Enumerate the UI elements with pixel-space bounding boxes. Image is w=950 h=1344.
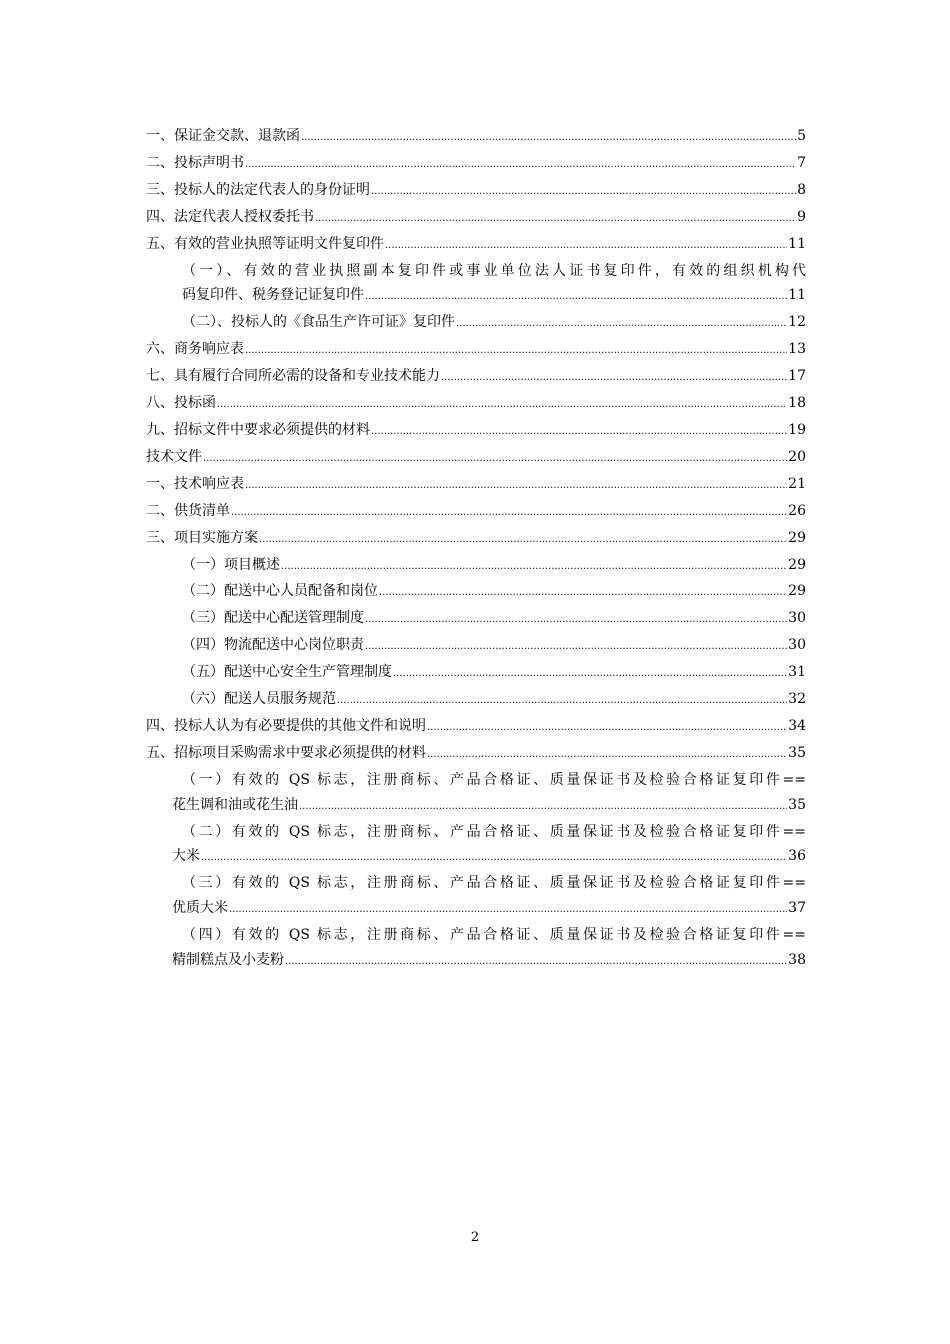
toc-entry[interactable] — [146, 923, 806, 975]
toc-entry-title: 四、投标人认为有必要提供的其他文件和说明 — [146, 717, 426, 734]
toc-page-number: 13 — [788, 341, 806, 358]
toc-leader-dots — [315, 205, 796, 232]
toc-entry-title: （五）配送中心安全生产管理制度 — [182, 664, 392, 681]
toc-page-number: 35 — [788, 796, 806, 813]
toc-entry-title-line1: （三）有效的 QS 标志，注册商标、产品合格证、质量保证书及检验合格证复印件== — [182, 875, 806, 892]
toc-entry[interactable] — [146, 606, 806, 633]
toc-leader-dots — [245, 151, 796, 178]
toc-leader-dots — [365, 633, 787, 660]
toc-page-number: 29 — [788, 556, 806, 573]
toc-entry-title: 三、项目实施方案 — [146, 529, 258, 546]
toc-entry-title: 优质大米 — [172, 900, 228, 917]
toc-entry[interactable] — [146, 124, 806, 151]
toc-entry[interactable] — [146, 337, 806, 364]
page-number-footer: 2 — [470, 1230, 480, 1245]
toc-leader-dots — [231, 499, 787, 526]
toc-entry[interactable] — [146, 445, 806, 472]
toc-leader-dots — [371, 418, 787, 445]
toc-entry[interactable] — [146, 714, 806, 741]
toc-leader-dots — [393, 660, 787, 687]
toc-entry[interactable] — [146, 205, 806, 232]
toc-page-number: 5 — [797, 128, 806, 144]
toc-page-number: 11 — [788, 287, 806, 304]
toc-leader-dots — [285, 948, 787, 975]
toc-leader-dots — [456, 310, 787, 337]
toc-entry-title: 七、具有履行合同所必需的设备和专业技术能力 — [146, 368, 440, 385]
toc-entry-title: （四）物流配送中心岗位职责 — [182, 637, 364, 654]
toc-page-number: 32 — [788, 691, 806, 708]
toc-entry-title-line1: （四）有效的 QS 标志，注册商标、产品合格证、质量保证书及检验合格证复印件== — [182, 927, 806, 944]
toc-entry[interactable] — [146, 259, 806, 311]
toc-leader-dots — [201, 844, 787, 871]
toc-entry[interactable] — [146, 472, 806, 499]
toc-entry-title: （二）配送中心人员配备和岗位 — [182, 583, 378, 600]
toc-entry-title: （六）配送人员服务规范 — [182, 691, 336, 708]
toc-leader-dots — [217, 391, 787, 418]
toc-leader-dots — [337, 687, 787, 714]
toc-leader-dots — [427, 714, 787, 741]
toc-leader-dots — [371, 178, 796, 205]
toc-leader-dots — [245, 472, 787, 499]
toc-entry-title: 五、招标项目采购需求中要求必须提供的材料 — [146, 744, 426, 761]
toc-page-number: 9 — [797, 208, 806, 225]
toc-entry[interactable] — [146, 579, 806, 606]
toc-entry-title: 九、招标文件中要求必须提供的材料 — [146, 421, 370, 438]
toc-entry[interactable] — [146, 660, 806, 687]
toc-leader-dots — [259, 526, 787, 553]
toc-leader-dots — [385, 232, 787, 259]
toc-entry[interactable] — [146, 391, 806, 418]
toc-page-number: 8 — [797, 181, 806, 198]
toc-entry[interactable] — [146, 820, 806, 872]
toc-entry[interactable] — [146, 553, 806, 580]
toc-entry-title: 五、有效的营业执照等证明文件复印件 — [146, 235, 384, 252]
toc-entry[interactable] — [146, 418, 806, 445]
toc-page-number: 11 — [788, 235, 806, 252]
toc-entry-title: 大米 — [172, 848, 200, 865]
toc-leader-dots — [441, 364, 787, 391]
toc-entry[interactable] — [146, 151, 806, 178]
toc-entry-title: 二、投标声明书 — [146, 154, 244, 171]
toc-leader-dots — [379, 579, 787, 606]
toc-page-number: 30 — [788, 637, 806, 654]
toc-entry[interactable] — [146, 687, 806, 714]
toc-page-number: 37 — [788, 900, 806, 917]
toc-leader-dots — [301, 124, 796, 151]
toc-page-number: 34 — [788, 717, 806, 734]
toc-entry[interactable] — [146, 741, 806, 768]
toc-entry-title: 四、法定代表人授权委托书 — [146, 208, 314, 225]
toc-entry[interactable] — [146, 633, 806, 660]
toc-entry-title: 一、保证金交款、退款函 — [146, 128, 300, 144]
toc-page-number: 26 — [788, 502, 806, 519]
toc-entry-title-line1: （二）有效的 QS 标志，注册商标、产品合格证、质量保证书及检验合格证复印件== — [182, 823, 806, 840]
toc-entry-title: 码复印件、税务登记证复印件 — [182, 287, 364, 304]
toc-leader-dots — [365, 283, 787, 310]
toc-page-number: 12 — [788, 314, 806, 331]
toc-entry[interactable] — [146, 871, 806, 923]
toc-entry-title: 八、投标函 — [146, 395, 216, 412]
toc-page-number: 21 — [788, 475, 806, 492]
toc-leader-dots — [299, 793, 787, 820]
toc-entry[interactable] — [146, 768, 806, 820]
toc-entry-title: （三）配送中心配送管理制度 — [182, 610, 364, 627]
toc-entry[interactable] — [146, 310, 806, 337]
toc-page-number: 20 — [788, 448, 806, 465]
toc-entry-title: （一）项目概述 — [182, 556, 280, 573]
toc-page-number: 29 — [788, 583, 806, 600]
toc-leader-dots — [229, 896, 787, 923]
toc-page-number: 29 — [788, 529, 806, 546]
toc-page-number: 17 — [788, 368, 806, 385]
toc-entry-title: 一、技术响应表 — [146, 475, 244, 492]
toc-leader-dots — [427, 741, 787, 768]
toc-entry[interactable] — [146, 526, 806, 553]
toc-page-number: 38 — [788, 952, 806, 969]
toc-leader-dots — [245, 337, 787, 364]
toc-entry-title: （二）、投标人的《食品生产许可证》复印件 — [182, 314, 455, 331]
toc-page-number: 19 — [788, 421, 806, 438]
toc-leader-dots — [281, 553, 787, 580]
toc-entry-title-line1: （一）、有效的营业执照副本复印件或事业单位法人证书复印件，有效的组织机构代 — [182, 262, 806, 279]
toc-entry-title: 花生调和油或花生油 — [172, 796, 298, 813]
toc-entry[interactable] — [146, 232, 806, 259]
toc-page-number: 35 — [788, 744, 806, 761]
toc-entry[interactable] — [146, 178, 806, 205]
table-of-contents — [146, 124, 806, 975]
toc-entry-title: 二、供货清单 — [146, 502, 230, 519]
toc-page-number: 18 — [788, 395, 806, 412]
toc-page-number: 31 — [788, 664, 806, 681]
toc-entry-title-line1: （一）有效的 QS 标志，注册商标、产品合格证、质量保证书及检验合格证复印件== — [182, 771, 806, 788]
toc-page-number: 30 — [788, 610, 806, 627]
toc-entry-title: 技术文件 — [146, 448, 202, 465]
toc-page-number: 7 — [797, 154, 806, 171]
toc-entry-title: 精制糕点及小麦粉 — [172, 952, 284, 969]
toc-entry-title: 三、投标人的法定代表人的身份证明 — [146, 181, 370, 198]
toc-page-number: 36 — [788, 848, 806, 865]
toc-leader-dots — [203, 445, 787, 472]
toc-entry-title: 六、商务响应表 — [146, 341, 244, 358]
toc-entry[interactable] — [146, 499, 806, 526]
toc-leader-dots — [365, 606, 787, 633]
toc-entry[interactable] — [146, 364, 806, 391]
